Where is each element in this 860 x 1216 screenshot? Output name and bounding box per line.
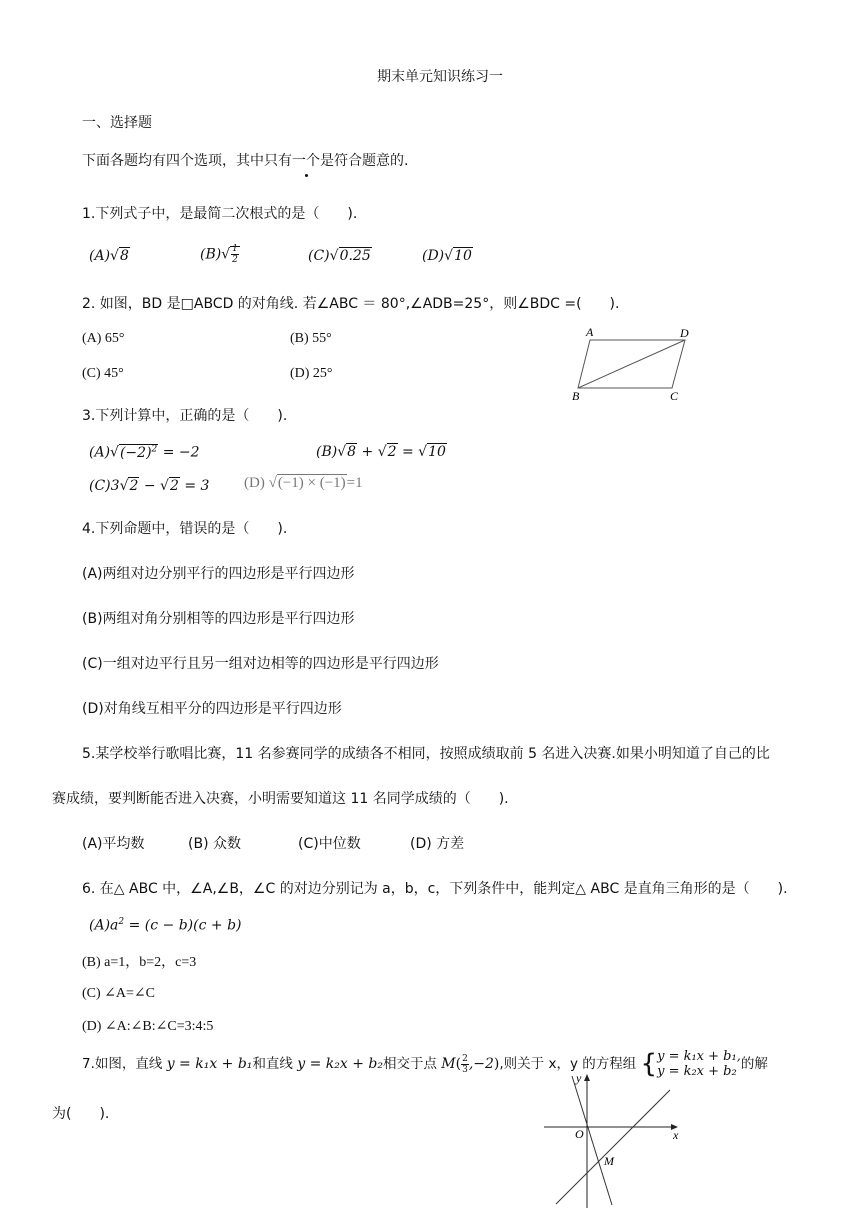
q4-option-d: (D)对角线互相平分的四边形是平行四边形 [82,701,342,717]
q5-option-b: (B) 众数 [188,836,241,852]
label-m: M [604,1154,614,1168]
q7-line1-eq: y = k₁x + b₁ [166,1056,253,1072]
q1-option-a: (A)√8 [89,248,129,264]
q7-line2-eq: y = k₂x + b₂ [297,1056,383,1072]
system-brace: { [640,1049,658,1079]
q2-stem: 2. 如图，BD 是□ABCD 的对角线. 若∠ABC ＝ 80°,∠ADB=25°，则∠BDC =( ). [82,296,620,312]
q3-stem: 3.下列计算中，正确的是（ ). [82,408,288,424]
q5-stem-line1: 5.某学校举行歌唱比赛，11 名参赛同学的成绩各不相同，按照成绩取前 5 名进入决赛.如果小明知道了自己的比 [82,746,770,762]
y-axis-arrow [584,1074,590,1081]
parallelogram-figure [570,323,700,403]
q6-stem: 6. 在△ ABC 中，∠A,∠B，∠C 的对边分别记为 a，b，c，下列条件中，能判定△ ABC 是直角三角形的是（ ). [82,881,788,897]
diagonal-bd [578,340,685,388]
label-o: O [575,1127,584,1141]
q2-option-b: (B) 55° [290,331,332,346]
label-x: x [673,1128,679,1142]
vertex-c: C [670,389,679,403]
section-heading: 一、选择题 [82,115,152,131]
q6-option-d: (D) ∠A:∠B:∠C=3:4:5 [82,1019,214,1034]
intersecting-lines-figure [542,1070,692,1210]
q4-option-b: (B)两组对角分别相等的四边形是平行四边形 [82,611,355,627]
q5-option-a: (A)平均数 [82,836,145,852]
q3-option-c: (C)3√2 − √2 = 3 [89,478,210,494]
vertex-d: D [680,326,689,340]
vertex-b: B [572,389,580,403]
page-title: 期末单元知识练习一 [377,69,503,85]
q1-option-b: (B)√ $\frac{1}{2}$ [200,244,238,265]
section-intro: 下面各题均有四个选项，其中只有一个是符合题意的. [82,150,408,170]
q1-option-c: (C)√0.25 [308,248,371,264]
q3-option-b: (B)√8 + √2 = √10 [316,444,446,460]
q4-option-a: (A)两组对边分别平行的四边形是平行四边形 [82,566,355,582]
line-l2 [556,1090,670,1204]
q2-option-a: (A) 65° [82,331,125,346]
vertex-a: A [586,325,594,339]
q2-option-d: (D) 25° [290,366,333,381]
q4-stem: 4.下列命题中，错误的是（ ). [82,521,288,537]
q6-option-a: $(A)a^2 = (c - b)(c + b)$ [89,917,242,934]
q7-stem-line2: 为( ). [52,1106,110,1122]
q3-option-a: $(A)√(-2)^2 = -2$ [89,444,200,461]
q5-option-c: (C)中位数 [298,836,361,852]
q5-option-d: (D) 方差 [410,836,465,852]
q2-option-c: (C) 45° [82,366,124,381]
label-y: y [576,1071,582,1085]
q6-option-b: (B) a=1，b=2，c=3 [82,955,197,970]
emphasis-text: 一个 [292,150,320,170]
q7-stem-line1: 7.如图，直线 y = k₁x + b₁和直线 y = k₂x + b₂相交于点 M( $\frac{2}{3}$ ,−2),则关于 x，y 的方程组 { y = k₁x + b₁, y = k₂x + b₂ 的解 [82,1049,768,1079]
q3-option-d: (D) √(−1) × (−1)=1 [244,475,363,491]
q5-stem-line2: 赛成绩，要判断能否进入决赛，小明需要知道这 11 名同学成绩的（ ). [52,791,509,807]
q6-option-c: (C) ∠A=∠C [82,986,155,1001]
q7-system: y = k₁x + b₁, y = k₂x + b₂ [657,1049,741,1079]
q1-option-d: (D)√10 [422,248,472,264]
q4-option-c: (C)一组对边平行且另一组对边相等的四边形是平行四边形 [82,656,439,672]
q7-point-m: M( $\frac{2}{3}$ ,−2) [441,1053,500,1075]
q1-stem: 1.下列式子中，是最简二次根式的是（ ). [82,206,358,222]
